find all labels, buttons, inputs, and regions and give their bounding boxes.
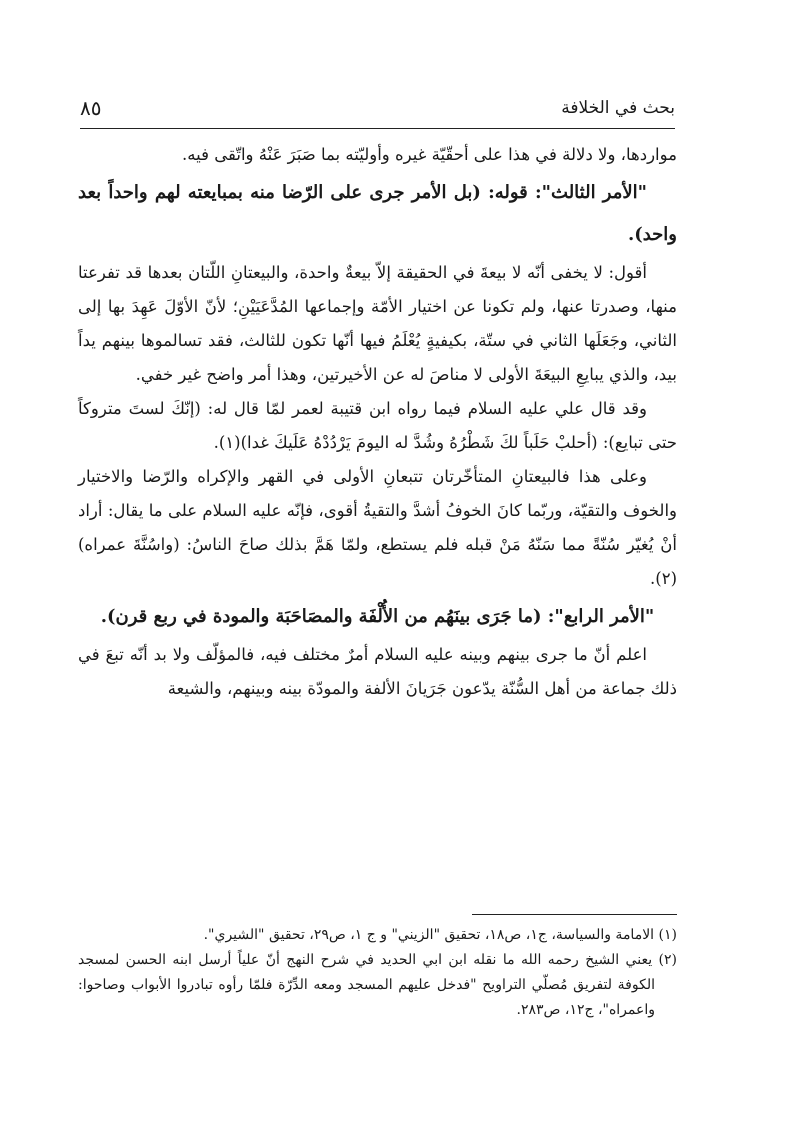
section-heading-fourth: "الأمر الرابع": (ما جَرَى بينَهُم من الأُلْفَة والمصَاحَبَة والمودة في ربع قرن). bbox=[100, 606, 655, 627]
paragraph: أقول: لا يخفى أنّه لا بيعةَ في الحقيقة إلاّ بيعةٌ واحدة، والبيعتانِ اللّتان بعدها قد تفرعتا منها، وصدرتا عنها، ولم تكونا عن اختيار الأمّة وإجماعها المُدَّعَيَيْنِ؛ لأنّ الأوّلَ عَهِدَ بها إلى الثاني، وجَعَلَها الثاني في ستّة، بكيفيةٍ يُعْلَمُ فيها أنّها تكون للثالث، فقد تسالموها بينهم يداً بيد، والذي يبايعِ البيعَةَ الأولى لا مناصَ له عن الأخيرتين، وهذا أمر واضح غير خفي. bbox=[78, 263, 677, 384]
paragraph: اعلم أنّ ما جرى بينهم وبينه عليه السلام أمرٌ مختلف فيه، فالمؤلّف ولا بد أنّه تبعَ في ذلك جماعة من أهل السُّنّة يدّعون جَرَيانَ الألفة والمودّة بينه وبينهم، والشيعة bbox=[78, 645, 677, 698]
footnote-divider bbox=[472, 914, 677, 915]
running-header bbox=[80, 92, 675, 129]
paragraph: مواردها، ولا دلالة في هذا على أحقّيّة غيره وأوليّته بما صَبَرَ عَنْهُ واتّقى فيه. bbox=[182, 145, 677, 164]
paragraph: وعلى هذا فالبيعتانِ المتأخّرتان تتبعانِ الأولى في القهر والإكراه والرّضا والاختيار والخوف والتقيّة، وربّما كانَ الخوفُ أشدَّ والتقيةُ أقوى، فإنّه عليه السلام على ما يقال: أراد أنْ يُغيّر سُنّةً مما سَنّهُ مَنْ قبله فلم يستطع، ولمّا هَمَّ بذلك صاحَ الناسُ: (واسُنَّةَ عمراه)(٢). bbox=[78, 467, 677, 588]
footnotes bbox=[78, 914, 677, 1023]
page-number: ٨٥ bbox=[80, 96, 102, 120]
paragraph: وقد قال علي عليه السلام فيما رواه ابن قتيبة لعمر لمّا قال له: (إنّكَ لستَ متروكاً حتى تبايع): (أحلبْ حَلَباً لكَ شَطْرُهُ وشُدَّ له اليومَ يَرْدُدْهُ عَلَيكَ غدا)(١). bbox=[78, 399, 677, 452]
main-text bbox=[78, 138, 677, 706]
section-heading-third: "الأمر الثالث": قوله: (بل الأمر جرى على الرّضا منه بمبايعته لهم واحداً بعد واحد). bbox=[78, 182, 677, 245]
footnote-2: (٢) يعني الشيخ رحمه الله ما نقله ابن ابي الحديد في شرح النهج أنّ علياً أرسل ابنه الحسن لمسجد الكوفة لتفريق مُصلّي التراويح "فدخل عليهم المسجد ومعه الدِّرّة فلمّا رأوه تبادروا الأبواب وصاحوا: واعمراه"، ج١٢، ص٢٨٣. bbox=[78, 952, 677, 1018]
running-title: بحث في الخلافة bbox=[561, 98, 675, 118]
footnote-1: (١) الامامة والسياسة، ج١، ص١٨، تحقيق "الزيني" و ج ١، ص٢٩، تحقيق "الشيري". bbox=[203, 927, 677, 943]
